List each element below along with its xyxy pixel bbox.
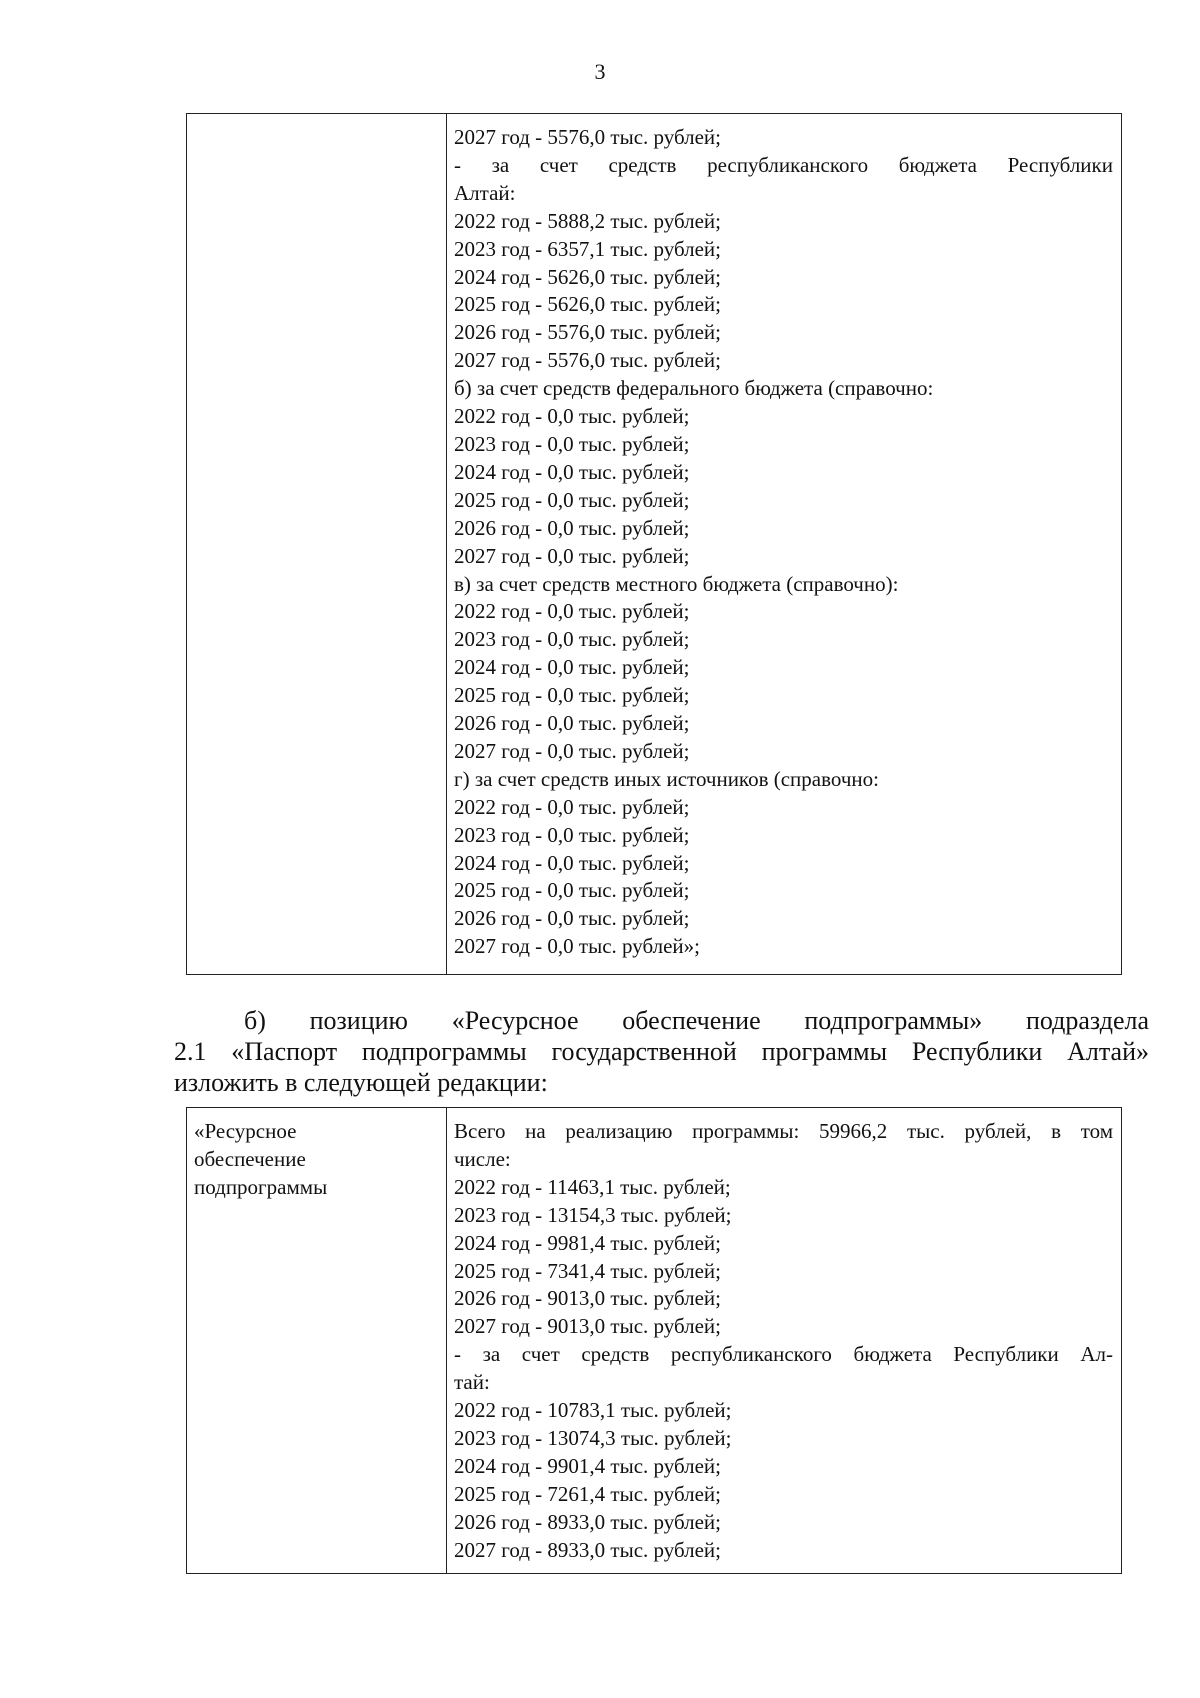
table-value-cell bbox=[447, 114, 1122, 975]
funding-line: 2025 год - 0,0 тыс. рублей; bbox=[454, 487, 690, 512]
funding-line: Алтай: bbox=[454, 180, 516, 205]
funding-line: 2026 год - 0,0 тыс. рублей; bbox=[454, 515, 690, 540]
funding-line: 2024 год - 0,0 тыс. рублей; bbox=[454, 655, 690, 680]
funding-line: 2027 год - 0,0 тыс. рублей; bbox=[454, 738, 690, 763]
funding-line: 2022 год - 0,0 тыс. рублей; bbox=[454, 599, 690, 624]
funding-line: 2024 год - 0,0 тыс. рублей; bbox=[454, 850, 690, 875]
table-row bbox=[187, 114, 1122, 975]
funding-line: 2027 год - 0,0 тыс. рублей»; bbox=[454, 934, 701, 959]
amendment-line: б) позицию «Ресурсное обеспечение подпрограммы» подраздела bbox=[244, 1006, 1149, 1035]
funding-line: 2022 год - 0,0 тыс. рублей; bbox=[454, 794, 690, 819]
funding-line: в) за счет средств местного бюджета (справочно): bbox=[454, 571, 899, 596]
table-row bbox=[187, 1108, 1122, 1574]
funding-line: 2022 год - 0,0 тыс. рублей; bbox=[454, 404, 690, 429]
funding-line: Всего на реализацию программы: 59966,2 тыс. рублей, в том bbox=[454, 1119, 1113, 1143]
funding-line: 2022 год - 11463,1 тыс. рублей; bbox=[454, 1174, 731, 1199]
funding-line: 2027 год - 0,0 тыс. рублей; bbox=[454, 543, 690, 568]
table-label-cell bbox=[187, 114, 447, 975]
funding-line: 2025 год - 7261,4 тыс. рублей; bbox=[454, 1481, 722, 1506]
funding-line: 2025 год - 7341,4 тыс. рублей; bbox=[454, 1258, 722, 1283]
passport-table-continuation bbox=[186, 113, 1122, 975]
funding-line: 2026 год - 0,0 тыс. рублей; bbox=[454, 711, 690, 736]
funding-line: 2026 год - 9013,0 тыс. рублей; bbox=[454, 1286, 722, 1311]
funding-line: 2023 год - 0,0 тыс. рублей; bbox=[454, 431, 690, 456]
funding-line: 2024 год - 9981,4 тыс. рублей; bbox=[454, 1230, 722, 1255]
funding-line: г) за счет средств иных источников (справочно: bbox=[454, 766, 879, 791]
position-label-line: обеспечение bbox=[194, 1146, 306, 1171]
funding-line: б) за счет средств федерального бюджета (справочно: bbox=[454, 376, 934, 401]
amendment-line: изложить в следующей редакции: bbox=[174, 1068, 548, 1097]
funding-line: 2025 год - 0,0 тыс. рублей; bbox=[454, 878, 690, 903]
position-label-line: «Ресурсное bbox=[194, 1119, 297, 1143]
funding-line: 2027 год - 8933,0 тыс. рублей; bbox=[454, 1537, 722, 1562]
table-label-cell bbox=[187, 1108, 447, 1574]
funding-line: 2026 год - 5576,0 тыс. рублей; bbox=[454, 320, 722, 345]
funding-line: 2024 год - 9901,4 тыс. рублей; bbox=[454, 1453, 722, 1478]
funding-line: 2026 год - 0,0 тыс. рублей; bbox=[454, 906, 690, 931]
funding-line: 2023 год - 0,0 тыс. рублей; bbox=[454, 627, 690, 652]
funding-line: 2022 год - 5888,2 тыс. рублей; bbox=[454, 208, 722, 233]
position-label-line: подпрограммы bbox=[194, 1174, 328, 1199]
funding-line: 2023 год - 13074,3 тыс. рублей; bbox=[454, 1425, 732, 1450]
funding-line: 2022 год - 10783,1 тыс. рублей; bbox=[454, 1398, 732, 1423]
funding-line: 2023 год - 6357,1 тыс. рублей; bbox=[454, 236, 722, 261]
funding-line: 2024 год - 0,0 тыс. рублей; bbox=[454, 459, 690, 484]
funding-line: 2026 год - 8933,0 тыс. рублей; bbox=[454, 1509, 722, 1534]
funding-line: 2024 год - 5626,0 тыс. рублей; bbox=[454, 264, 722, 289]
resource-provision-table bbox=[186, 1107, 1122, 1574]
funding-line: 2025 год - 0,0 тыс. рублей; bbox=[454, 683, 690, 708]
funding-line: числе: bbox=[454, 1146, 511, 1171]
funding-line: 2023 год - 0,0 тыс. рублей; bbox=[454, 822, 690, 847]
page-number: 3 bbox=[594, 59, 606, 84]
table-value-cell bbox=[447, 1108, 1122, 1574]
amendment-line: 2.1 «Паспорт подпрограммы государственной программы Республики Алтай» bbox=[174, 1037, 1149, 1066]
funding-line: тай: bbox=[454, 1370, 490, 1395]
funding-line: 2027 год - 5576,0 тыс. рублей; bbox=[454, 125, 722, 149]
funding-line: 2027 год - 5576,0 тыс. рублей; bbox=[454, 348, 722, 373]
funding-line: 2023 год - 13154,3 тыс. рублей; bbox=[454, 1202, 732, 1227]
funding-line: - за счет средств республиканского бюджета Республики Ал- bbox=[454, 1342, 1113, 1367]
funding-line: 2027 год - 9013,0 тыс. рублей; bbox=[454, 1314, 722, 1339]
amendment-paragraph bbox=[174, 1005, 1149, 1098]
funding-line: - за счет средств республиканского бюджета Республики bbox=[454, 152, 1113, 177]
funding-line: 2025 год - 5626,0 тыс. рублей; bbox=[454, 292, 722, 317]
